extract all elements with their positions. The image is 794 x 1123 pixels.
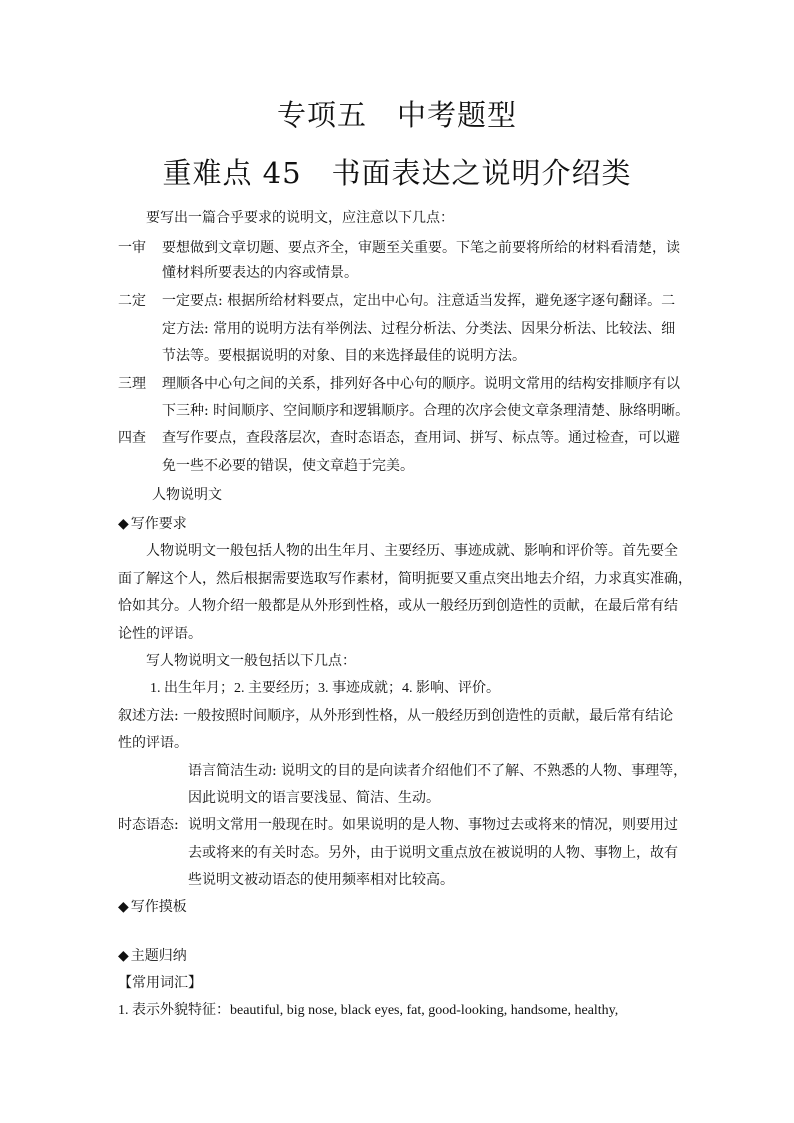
page-title-main: 专项五 中考题型 xyxy=(276,98,517,132)
intro-item-4-line-1: 查写作要点，查段落层次，查时态语态，查用词、拼写、标点等。通过检查，可以避 xyxy=(162,430,680,446)
intro-item-label-3: 三理 xyxy=(118,376,146,392)
tense-line-3: 些说明文被动语态的使用频率相对比较高。 xyxy=(188,872,454,888)
diamond-bullet-icon: ◆ xyxy=(118,516,129,532)
intro-item-1-line-2: 懂材料所要表达的内容或情景。 xyxy=(162,265,358,281)
summary-heading xyxy=(118,947,187,965)
diamond-bullet-icon: ◆ xyxy=(118,899,129,915)
intro-item-label-2: 二定 xyxy=(118,293,146,309)
intro-item-3-line-1: 理顺各中心句之间的关系，排列好各中心句的顺序。说明文常用的结构安排顺序有以 xyxy=(162,376,680,392)
section-heading-person: 人物说明文 xyxy=(152,487,222,503)
summary-heading-text: 主题归纳 xyxy=(130,948,187,964)
intro-item-4-line-2: 免一些不必要的错误，使文章趋于完美。 xyxy=(162,458,414,474)
page-title-sub: 重难点 45 书面表达之说明介绍类 xyxy=(162,156,632,190)
intro-lead: 要写出一篇合乎要求的说明文，应注意以下几点： xyxy=(146,210,454,226)
tense-line-2: 去或将来的有关时态。另外，由于说明文重点放在被说明的人物、事物上，故有 xyxy=(188,845,678,861)
language-line-2: 因此说明文的语言要浅显、简洁、生动。 xyxy=(188,790,440,806)
points-lead: 写人物说明文一般包括以下几点： xyxy=(146,653,356,669)
language-line-1: 语言简洁生动: 说明文的目的是向读者介绍他们不了解、不熟悉的人物、事理等， xyxy=(188,763,688,779)
intro-item-label-1: 一审 xyxy=(118,240,146,256)
intro-item-3-line-2: 下三种: 时间顺序、空间顺序和逻辑顺序。合理的次序会使文章条理清楚、脉络明晰。 xyxy=(162,403,690,419)
intro-item-label-4: 四查 xyxy=(118,430,146,446)
narration-line-2: 性的评语。 xyxy=(118,735,188,751)
paragraph1-line-2: 面了解这个人，然后根据需要选取写作素材，简明扼要又重点突出地去介绍，力求真实准确， xyxy=(118,571,692,587)
intro-item-2-line-3: 节法等。要根据说明的对象、目的来选择最佳的说明方法。 xyxy=(162,348,526,364)
paragraph1-line-4: 论性的评语。 xyxy=(118,626,202,642)
tense-line-1: 说明文常用一般现在时。如果说明的是人物、事物过去或将来的情况，则要用过 xyxy=(188,817,678,833)
tense-label: 时态语态: xyxy=(118,817,179,833)
template-heading-text: 写作摸板 xyxy=(130,899,187,915)
vocab-heading: 【常用词汇】 xyxy=(118,975,202,991)
writing-req-heading xyxy=(118,515,187,533)
intro-item-2-line-1: 一定要点: 根据所给材料要点，定出中心句。注意适当发挥，避免逐字逐句翻译。二 xyxy=(162,293,676,309)
paragraph1-line-1: 人物说明文一般包括人物的出生年月、主要经历、事迹成就、影响和评价等。首先要全 xyxy=(146,543,678,559)
points-list: 1. 出生年月；2. 主要经历；3. 事迹成就；4. 影响、评价。 xyxy=(150,681,500,696)
writing-req-heading-text: 写作要求 xyxy=(130,516,187,532)
intro-item-1-line-1: 要想做到文章切题、要点齐全，审题至关重要。下笔之前要将所给的材料看清楚，读 xyxy=(162,240,680,256)
narration-line-1: 叙述方法: 一般按照时间顺序，从外形到性格，从一般经历到创造性的贡献，最后常有结论 xyxy=(118,708,674,724)
template-heading xyxy=(118,898,187,916)
paragraph1-line-3: 恰如其分。人物介绍一般都是从外形到性格，或从一般经历到创造性的贡献，在最后常有结 xyxy=(118,598,678,614)
diamond-bullet-icon: ◆ xyxy=(118,948,129,964)
intro-item-2-line-2: 定方法: 常用的说明方法有举例法、过程分析法、分类法、因果分析法、比较法、细 xyxy=(162,321,676,337)
vocab-line-1: 1. 表示外貌特征：beautiful, big nose, black eyes, fat, good-looking, handsome, healthy, xyxy=(118,1003,619,1018)
